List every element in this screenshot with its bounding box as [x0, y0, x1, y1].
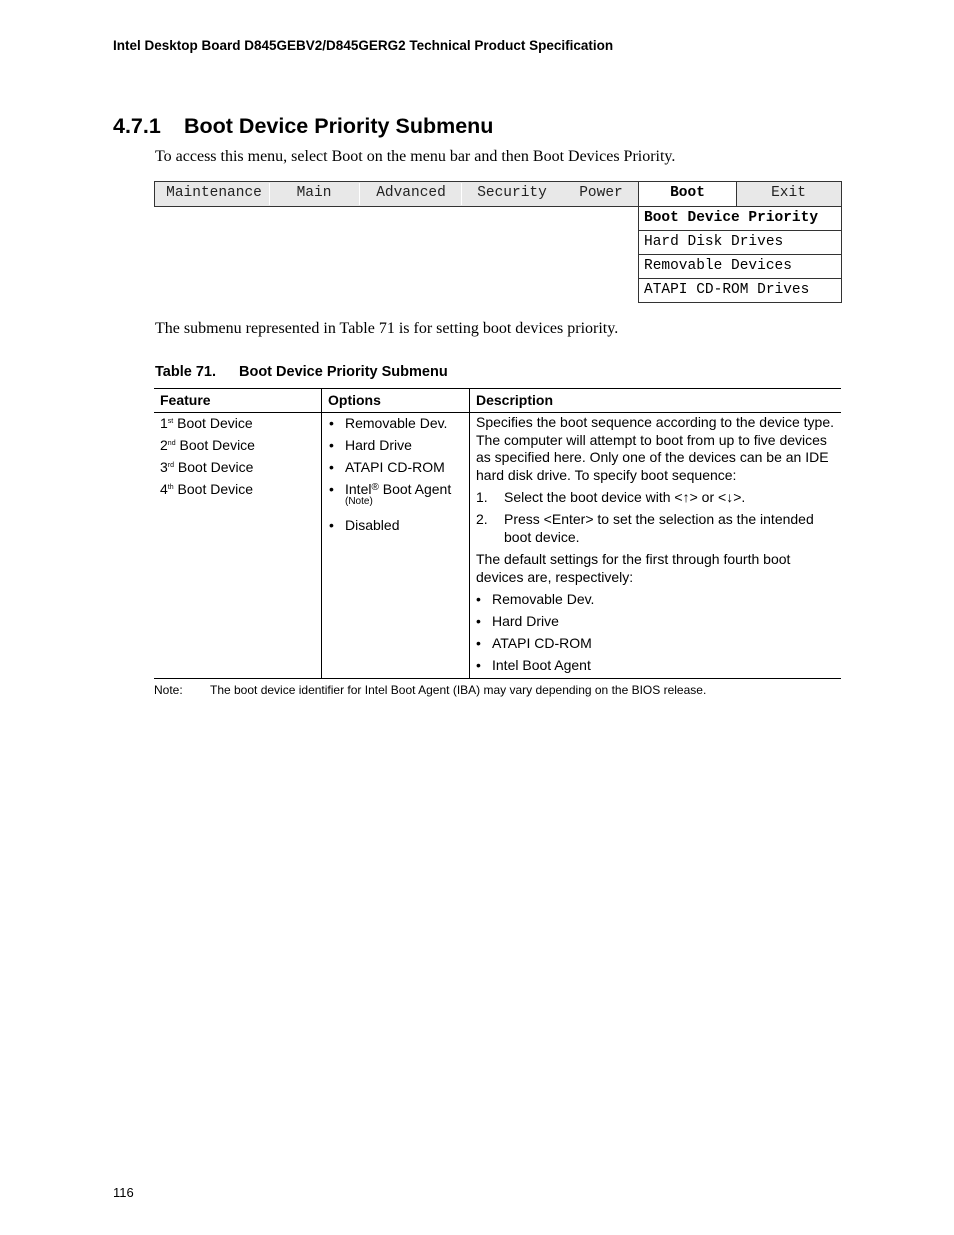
- column-divider: [469, 389, 470, 678]
- note-label: Note:: [154, 683, 183, 697]
- submenu-item-boot-device-priority: Boot Device Priority: [639, 206, 841, 230]
- default-intel-boot-agent: • Intel Boot Agent: [476, 657, 591, 673]
- intro-paragraph: To access this menu, select Boot on the menu bar and then Boot Devices Priority.: [155, 148, 676, 165]
- description-intro: Specifies the boot sequence according to the device type. The computer will attempt to boot from up to five devices as specified here. Only one of the devices can be an IDE hard disk drive. To specify boot sequence:: [476, 414, 835, 483]
- boot-submenu: [638, 206, 842, 303]
- table-number: Table 71.: [155, 364, 216, 380]
- menu-separator: [359, 183, 360, 205]
- submenu-item-removable-devices: Removable Devices: [639, 254, 841, 278]
- bios-menu-bar: [154, 181, 842, 207]
- feature-1st-boot-device: 1st Boot Device: [160, 415, 253, 431]
- menu-separator: [269, 183, 270, 205]
- table-header-rule: [154, 412, 841, 413]
- submenu-item-atapi-cdrom-drives: ATAPI CD-ROM Drives: [639, 278, 841, 302]
- menu-item-advanced: Advanced: [376, 185, 446, 201]
- header-description: Description: [476, 392, 554, 408]
- description-step-2: 2. Press <Enter> to set the selection as the intended boot device.: [476, 511, 814, 545]
- description-step-1: 1. Select the boot device with <↑> or <↓>.: [476, 489, 746, 505]
- feature-2nd-boot-device: 2nd Boot Device: [160, 437, 255, 453]
- section-title: Boot Device Priority Submenu: [184, 114, 494, 138]
- column-divider: [321, 389, 322, 678]
- menu-item-power: Power: [579, 185, 623, 201]
- description-defaults-intro: The default settings for the first through fourth boot devices are, respectively:: [476, 551, 791, 585]
- default-hard-drive: • Hard Drive: [476, 613, 559, 629]
- option-hard-drive: • Hard Drive: [329, 437, 412, 453]
- option-note-reference: (Note): [345, 496, 373, 507]
- option-atapi-cdrom: • ATAPI CD-ROM: [329, 459, 445, 475]
- menu-separator: [461, 183, 462, 205]
- section-heading: [113, 114, 493, 139]
- menu-item-boot: Boot: [638, 182, 737, 206]
- menu-item-main: Main: [296, 185, 332, 201]
- option-disabled: • Disabled: [329, 517, 400, 533]
- section-number: 4.7.1: [113, 114, 161, 138]
- table-title: Boot Device Priority Submenu: [239, 364, 448, 380]
- option-removable-dev: • Removable Dev.: [329, 415, 448, 431]
- menu-item-exit: Exit: [771, 185, 806, 201]
- boot-priority-table: [154, 388, 841, 679]
- menu-item-security: Security: [477, 185, 547, 201]
- table-note: [154, 683, 706, 697]
- option-intel-boot-agent: • Intel® Boot Agent: [329, 481, 452, 497]
- running-header: Intel Desktop Board D845GEBV2/D845GERG2 Technical Product Specification: [113, 38, 614, 53]
- table-caption: [155, 364, 448, 380]
- feature-4th-boot-device: 4th Boot Device: [160, 481, 254, 497]
- page-number: 116: [113, 1185, 134, 1200]
- header-feature: Feature: [160, 392, 211, 408]
- note-text: The boot device identifier for Intel Boot Agent (IBA) may vary depending on the BIOS release.: [210, 683, 707, 697]
- feature-3rd-boot-device: 3rd Boot Device: [160, 459, 254, 475]
- default-atapi-cdrom: • ATAPI CD-ROM: [476, 635, 592, 651]
- menu-item-maintenance: Maintenance: [166, 185, 262, 201]
- header-options: Options: [328, 392, 381, 408]
- submenu-paragraph: The submenu represented in Table 71 is for setting boot devices priority.: [155, 320, 619, 337]
- default-removable-dev: • Removable Dev.: [476, 591, 595, 607]
- submenu-item-hard-disk-drives: Hard Disk Drives: [639, 230, 841, 254]
